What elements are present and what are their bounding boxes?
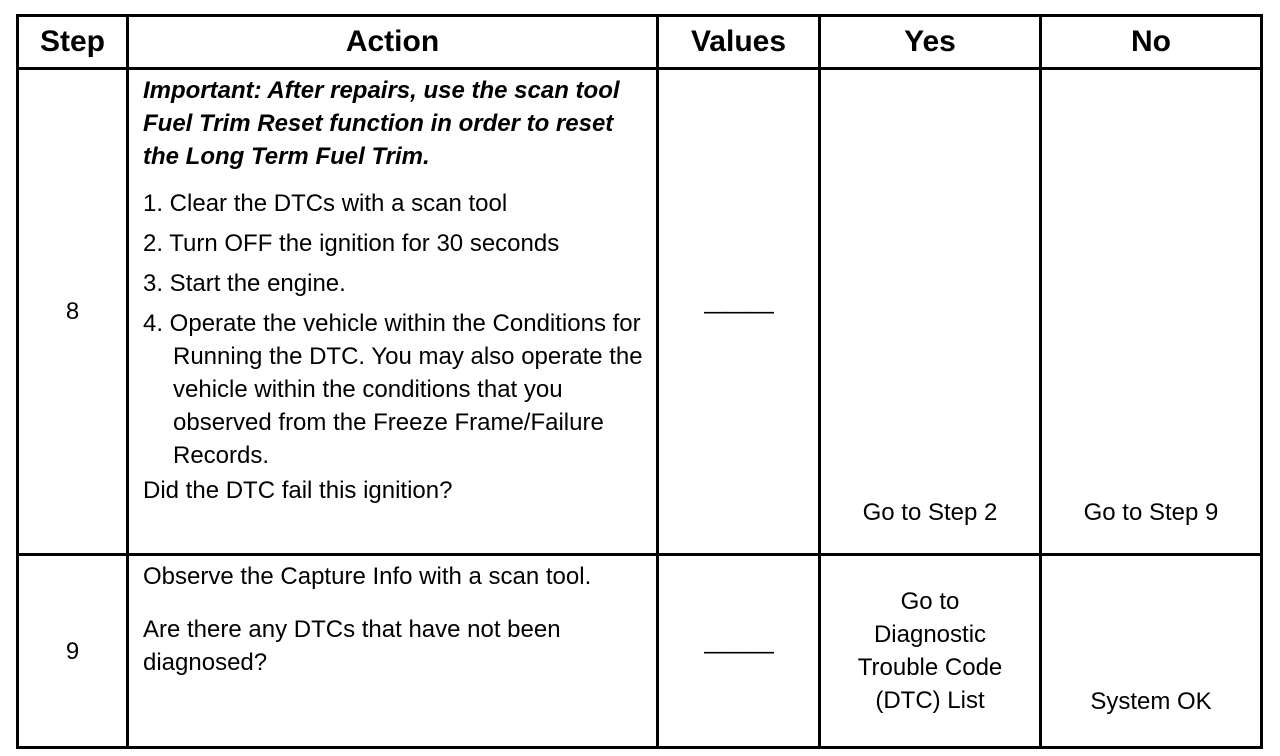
header-no: No [1041, 16, 1262, 69]
question-text: Are there any DTCs that have not been diagnosed? [143, 616, 561, 676]
step-number: 9 [18, 555, 128, 748]
header-row [18, 16, 1262, 69]
action-cell [128, 555, 658, 748]
header-yes: Yes [820, 16, 1041, 69]
values-cell: ——— [658, 555, 820, 748]
step-number: 8 [18, 69, 128, 555]
no-cell: System OK [1041, 555, 1262, 748]
question-text: Did the DTC fail this ignition? [143, 477, 453, 504]
table-row [18, 555, 1262, 748]
observe-text: Observe the Capture Info with a scan tool. [143, 563, 592, 590]
header-action: Action [128, 16, 658, 69]
header-values: Values [658, 16, 820, 69]
important-note: Important: After repairs, use the scan tool Fuel Trim Reset function in order to reset the Long Term Fuel Trim. [143, 77, 620, 170]
yes-cell: Go to Step 2 [820, 69, 1041, 555]
yes-text: Go to Diagnostic Trouble Code (DTC) List [857, 588, 1003, 714]
list-item: 4. Operate the vehicle within the Conditions for Running the DTC. You may also operate the vehicle within the conditions that you observed from the Freeze Frame/Failure Records. [143, 310, 643, 469]
step-list [143, 187, 646, 472]
header-step: Step [18, 16, 128, 69]
no-cell: Go to Step 9 [1041, 69, 1262, 555]
list-item: 2. Turn OFF the ignition for 30 seconds [143, 230, 560, 257]
action-cell [128, 69, 658, 555]
yes-cell [820, 555, 1041, 748]
list-item: 3. Start the engine. [143, 270, 346, 297]
table-row [18, 69, 1262, 555]
list-item: 1. Clear the DTCs with a scan tool [143, 190, 508, 217]
values-cell: ——— [658, 69, 820, 555]
diagnostic-table [16, 14, 1263, 749]
